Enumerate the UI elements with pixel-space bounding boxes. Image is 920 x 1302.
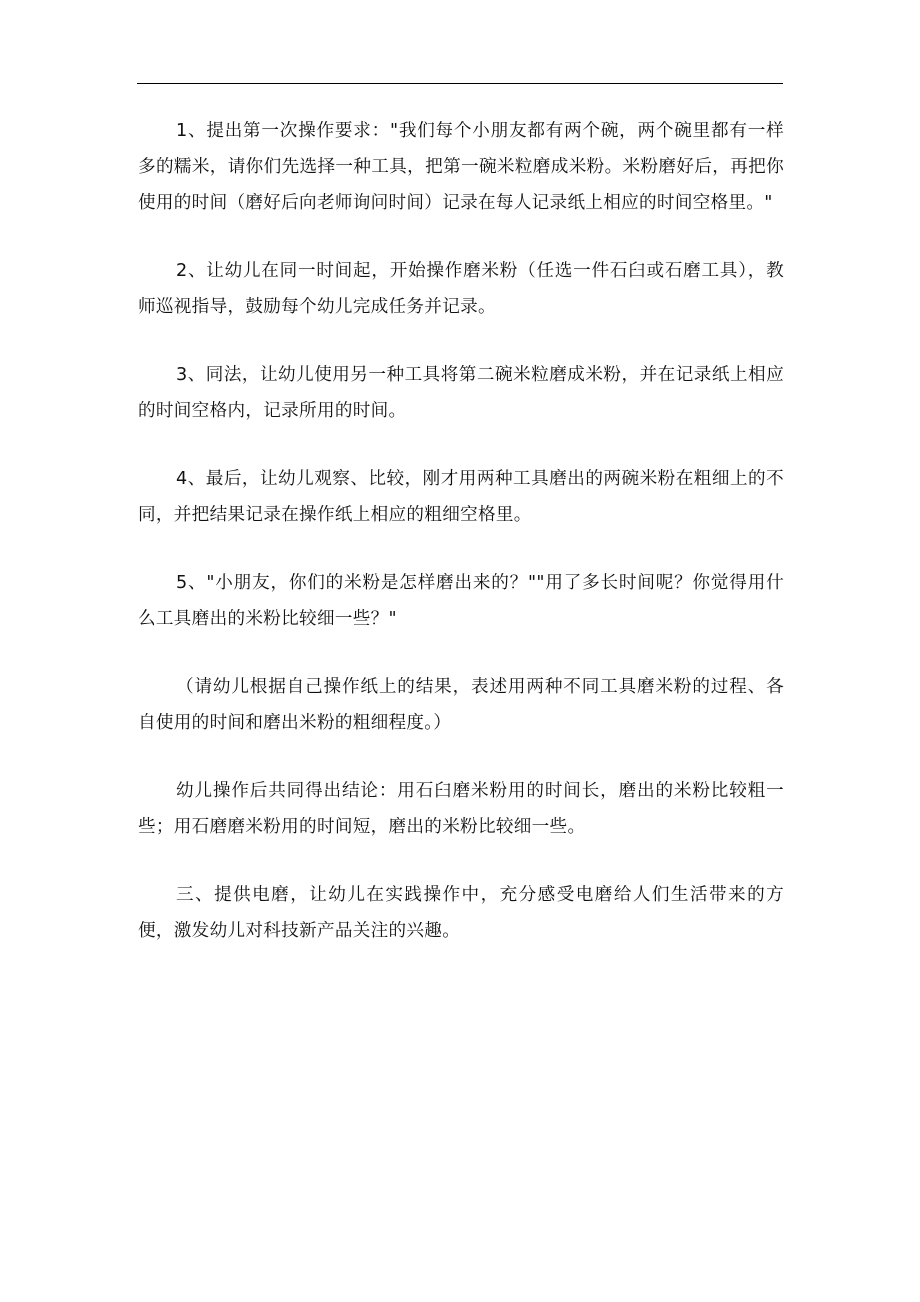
paragraph-step-1: 1、提出第一次操作要求："我们每个小朋友都有两个碗，两个碗里都有一样多的糯米，请你们先选择一种工具，把第一碗米粒磨成米粉。米粉磨好后，再把你使用的时间（磨好后向老师询问时间）记录在每人记录纸上相应的时间空格里。" bbox=[138, 121, 784, 213]
paragraph-section-three: 三、提供电磨，让幼儿在实践操作中，充分感受电磨给人们生活带来的方便，激发幼儿对科技新产品关注的兴趣。 bbox=[138, 885, 784, 941]
paragraph-step-5: 5、"小朋友，你们的米粉是怎样磨出来的？""用了多长时间呢？你觉得用什么工具磨出的米粉比较细一些？" bbox=[138, 573, 784, 629]
header-rule bbox=[137, 83, 783, 84]
document-body bbox=[138, 113, 784, 981]
paragraph-note: （请幼儿根据自己操作纸上的结果，表述用两种不同工具磨米粉的过程、各自使用的时间和磨出米粉的粗细程度。） bbox=[138, 677, 784, 733]
paragraph-step-3: 3、同法，让幼儿使用另一种工具将第二碗米粒磨成米粉，并在记录纸上相应的时间空格内，记录所用的时间。 bbox=[138, 365, 784, 421]
paragraph-step-2: 2、让幼儿在同一时间起，开始操作磨米粉（任选一件石臼或石磨工具），教师巡视指导，鼓励每个幼儿完成任务并记录。 bbox=[138, 261, 784, 317]
paragraph-conclusion: 幼儿操作后共同得出结论：用石臼磨米粉用的时间长，磨出的米粉比较粗一些；用石磨磨米粉用的时间短，磨出的米粉比较细一些。 bbox=[138, 781, 784, 837]
paragraph-step-4: 4、最后，让幼儿观察、比较，刚才用两种工具磨出的两碗米粉在粗细上的不同，并把结果记录在操作纸上相应的粗细空格里。 bbox=[138, 469, 784, 525]
